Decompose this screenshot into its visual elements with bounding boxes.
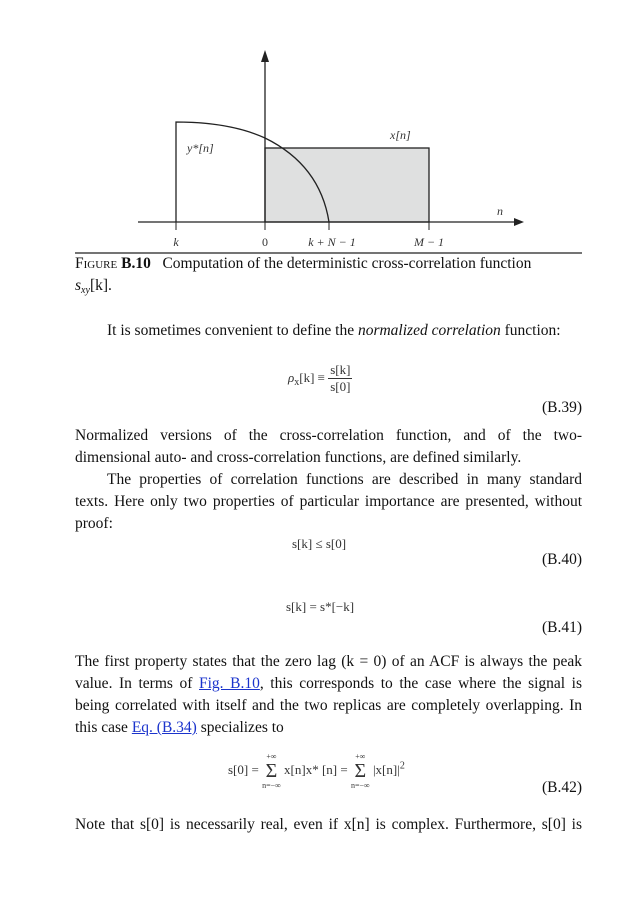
p2-line4: texts. Here only two properties of particular importance are presented, without (75, 493, 582, 510)
p4-line1: Note that s[0] is necessarily real, even if x[n] is complex. Furthermore, s[0] is (75, 816, 582, 833)
p2-line5: proof: (75, 515, 113, 532)
x-signal-rect (265, 148, 429, 222)
eq-tag-b39: (B.39) (541, 399, 582, 416)
eq-tag-b41: (B.41) (541, 619, 582, 636)
p3-l4-before: this case (75, 719, 132, 736)
x-signal-label: x[n] (390, 128, 411, 142)
p1-before: It is sometimes convenient to define the (107, 322, 358, 339)
sum2-lower: n=−∞ (350, 781, 370, 790)
eq42-lhs: s[0] = (228, 761, 259, 777)
caption-cont: $s_{xy}[k]$. (75, 277, 112, 296)
p2-line2: dimensional auto- and cross-correlation functions, are defined similarly. (75, 449, 522, 466)
p3-line1: The first property states that the zero lag (k = 0) of an ACF is always the peak (75, 653, 582, 670)
tick-label-0: 0 (262, 235, 268, 249)
equation-b42: s[0] = +∞ Σ n=−∞ x[n]x* [n] = +∞ Σ n=−∞ $|x[n]|^2$ (228, 752, 405, 790)
eq-tag-b40: (B.40) (541, 551, 582, 568)
tick-label-k: k (173, 235, 179, 249)
caption-prefix: Figure (75, 255, 118, 272)
n-axis-label: n (497, 204, 503, 218)
p3-line3: being correlated with itself and the two replicas are completely overlapping. In (75, 697, 582, 714)
equation-b39: $\rho_x[k]$ ≡ $\frac{s[k]}{s[0]}$ (288, 362, 351, 394)
eq-b34-link[interactable]: Eq. (B.34) (131, 719, 197, 736)
cross-correlation-figure (0, 0, 636, 255)
eq39-lhs: [k] ≡ (299, 369, 325, 385)
p3-line4 (75, 718, 582, 738)
tick-label-M1: M − 1 (413, 235, 445, 249)
sum2-upper: +∞ (355, 752, 366, 761)
p3-line2 (75, 674, 582, 694)
eq-tag-b42: (B.42) (541, 779, 582, 796)
eq39-rho: ρ (288, 369, 295, 385)
p1-emphasis: normalized correlation (357, 322, 501, 339)
p3-l4-after: specializes to (196, 719, 284, 736)
sum2-sigma: Σ (354, 760, 367, 782)
eq39-numerator: s[k] (330, 362, 351, 377)
paragraph-1 (107, 321, 614, 341)
y-signal-label: y*[n] (187, 141, 214, 155)
p3-l2-before: value. In terms of (75, 675, 199, 692)
sum1-lower: n=−∞ (262, 781, 281, 790)
p3-l2-after: , this corresponds to the case where the signal is (259, 675, 582, 692)
eq42-middle: x[n]x* [n] = (284, 761, 348, 777)
p2-line1: Normalized versions of the cross-correlation function, and of the two- (75, 427, 582, 444)
fig-b10-link[interactable]: Fig. B.10 (199, 675, 260, 692)
figure-caption (75, 254, 582, 274)
eq42-rhs: |x[n]| (372, 761, 400, 777)
sum1-sigma: Σ (265, 760, 278, 782)
p1-after: function: (500, 322, 561, 339)
equation-b40: s[k] ≤ s[0] (292, 536, 347, 551)
vertical-axis-arrow (261, 50, 269, 62)
p2-line3: The properties of correlation functions are described in many standard (107, 471, 582, 488)
sum1-upper: +∞ (266, 752, 277, 761)
n-axis-arrow (514, 218, 524, 226)
caption-number: B.10 (121, 255, 151, 272)
equation-b41: s[k] = s*[−k] (286, 599, 355, 614)
eq39-denominator: s[0] (330, 379, 351, 394)
caption-cont-text: [k]. (89, 277, 112, 294)
caption-text: Computation of the deterministic cross-correlation function (162, 255, 532, 272)
tick-label-kN1: k + N − 1 (308, 235, 356, 249)
